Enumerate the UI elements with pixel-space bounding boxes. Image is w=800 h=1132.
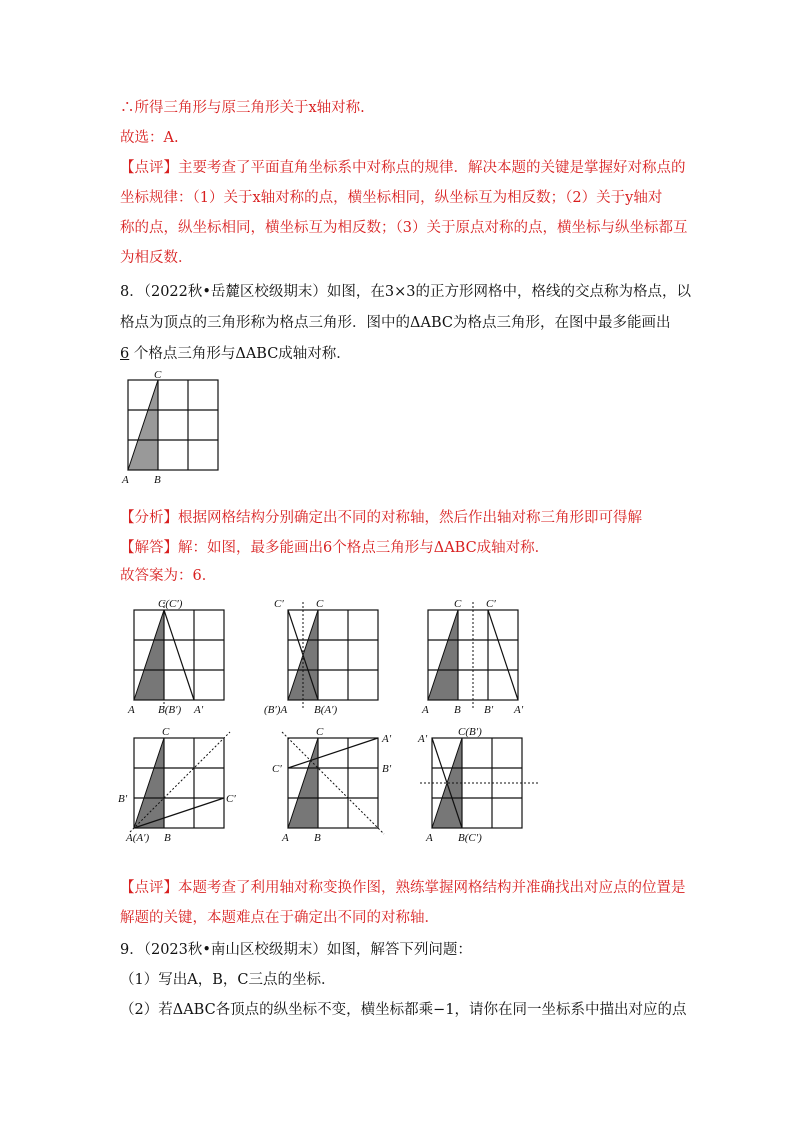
comment-line-3: 称的点，纵坐标相同，横坐标互为相反数；（3）关于原点对称的点，横坐标与纵坐标都互 xyxy=(120,220,688,236)
fig4-label-bp: B′ xyxy=(118,793,128,805)
fig3-label-b: B xyxy=(454,704,461,716)
fig6-label-cbp: C(B′) xyxy=(458,726,482,738)
fig5-label-c: C xyxy=(316,726,324,738)
fig5-label-a: A xyxy=(282,832,289,844)
question-8-line-3-rest: 个格点三角形与ΔABC成轴对称． xyxy=(133,346,351,362)
fig3-label-c: C xyxy=(454,598,462,610)
question-8-line-1: 8．（2022秋•岳麓区校级期末）如图，在3×3的正方形网格中，格线的交点称为格点，以 xyxy=(120,284,692,300)
fig6-label-ap: A′ xyxy=(418,733,428,745)
fig1-label-c: C(C′) xyxy=(158,598,183,610)
solution-figure-5 xyxy=(270,724,410,848)
question-8-line-2: 格点为顶点的三角形称为格点三角形．图中的ΔABC为格点三角形，在图中最多能画出 xyxy=(120,315,671,331)
fig6-label-a: A xyxy=(426,832,433,844)
label-c: C xyxy=(154,369,162,381)
fig5-label-b: B xyxy=(314,832,321,844)
question-9-line: 9．（2023秋•南山区校级期末）如图，解答下列问题： xyxy=(120,942,472,958)
text-line-1: ∴所得三角形与原三角形关于x轴对称. xyxy=(120,100,365,116)
solution-figure-1 xyxy=(124,596,254,720)
comment-line-2: 坐标规律：（1）关于x轴对称的点，横坐标相同，纵坐标互为相反数；（2）关于y轴对 xyxy=(120,190,663,206)
comment-2-line-2: 解题的关键，本题难点在于确定出不同的对称轴． xyxy=(120,910,439,926)
fig6-label-bcp: B(C′) xyxy=(458,832,482,844)
fig1-label-a: A xyxy=(128,704,135,716)
analysis-line: 【分析】根据网格结构分别确定出不同的对称轴，然后作出轴对称三角形即可得解 xyxy=(120,510,642,526)
fig4-label-b: B xyxy=(164,832,171,844)
label-b: B xyxy=(154,474,161,486)
fig2-label-bap: B(A′) xyxy=(314,704,338,716)
question-9-part-2: （2）若ΔABC各顶点的纵坐标不变，横坐标都乘−1，请你在同一坐标系中描出对应的点 xyxy=(120,1002,687,1018)
fig2-label-bpa: (B′)A xyxy=(264,704,288,716)
fig2-label-c: C xyxy=(316,598,324,610)
triangle-abc xyxy=(128,380,158,470)
comment-2-line-1: 【点评】本题考查了利用轴对称变换作图，熟练掌握网格结构并准确找出对应点的位置是 xyxy=(120,880,686,896)
fig5-label-cp: C′ xyxy=(272,763,282,775)
fig3-label-bp: B′ xyxy=(484,704,494,716)
solution-line: 【解答】解：如图，最多能画出6个格点三角形与ΔABC成轴对称． xyxy=(120,540,550,556)
label-a: A xyxy=(122,474,129,486)
fig3-label-cp: C′ xyxy=(486,598,496,610)
solution-figure-2 xyxy=(264,596,400,720)
fig5-label-ap: A′ xyxy=(382,733,392,745)
fig4-label-cp: C′ xyxy=(226,793,236,805)
fig3-label-a: A xyxy=(422,704,429,716)
comment-line-1: 【点评】主要考查了平面直角坐标系中对称点的规律．解决本题的关键是掌握好对称点的 xyxy=(120,160,686,176)
fig4-label-aap: A(A′) xyxy=(126,832,150,844)
answer-line: 故答案为：6． xyxy=(120,568,217,584)
text-line-2: 故选：A. xyxy=(120,130,179,146)
question-8-line-3 xyxy=(120,344,351,364)
fig4-label-c: C xyxy=(162,726,170,738)
solution-figure-3 xyxy=(418,596,548,720)
question-figure xyxy=(118,370,228,488)
solution-figure-6 xyxy=(418,724,548,848)
fig3-label-ap: A′ xyxy=(514,704,524,716)
comment-line-4: 为相反数． xyxy=(120,250,193,266)
answer-blank: 6 xyxy=(120,346,130,362)
question-9-part-1: （1）写出A，B，C三点的坐标． xyxy=(120,972,336,988)
fig2-label-cp: C′ xyxy=(274,598,284,610)
fig1-label-ap: A′ xyxy=(194,704,204,716)
solution-figure-4 xyxy=(118,724,254,848)
fig5-label-bp: B′ xyxy=(382,763,392,775)
fig1-label-b: B(B′) xyxy=(158,704,182,716)
